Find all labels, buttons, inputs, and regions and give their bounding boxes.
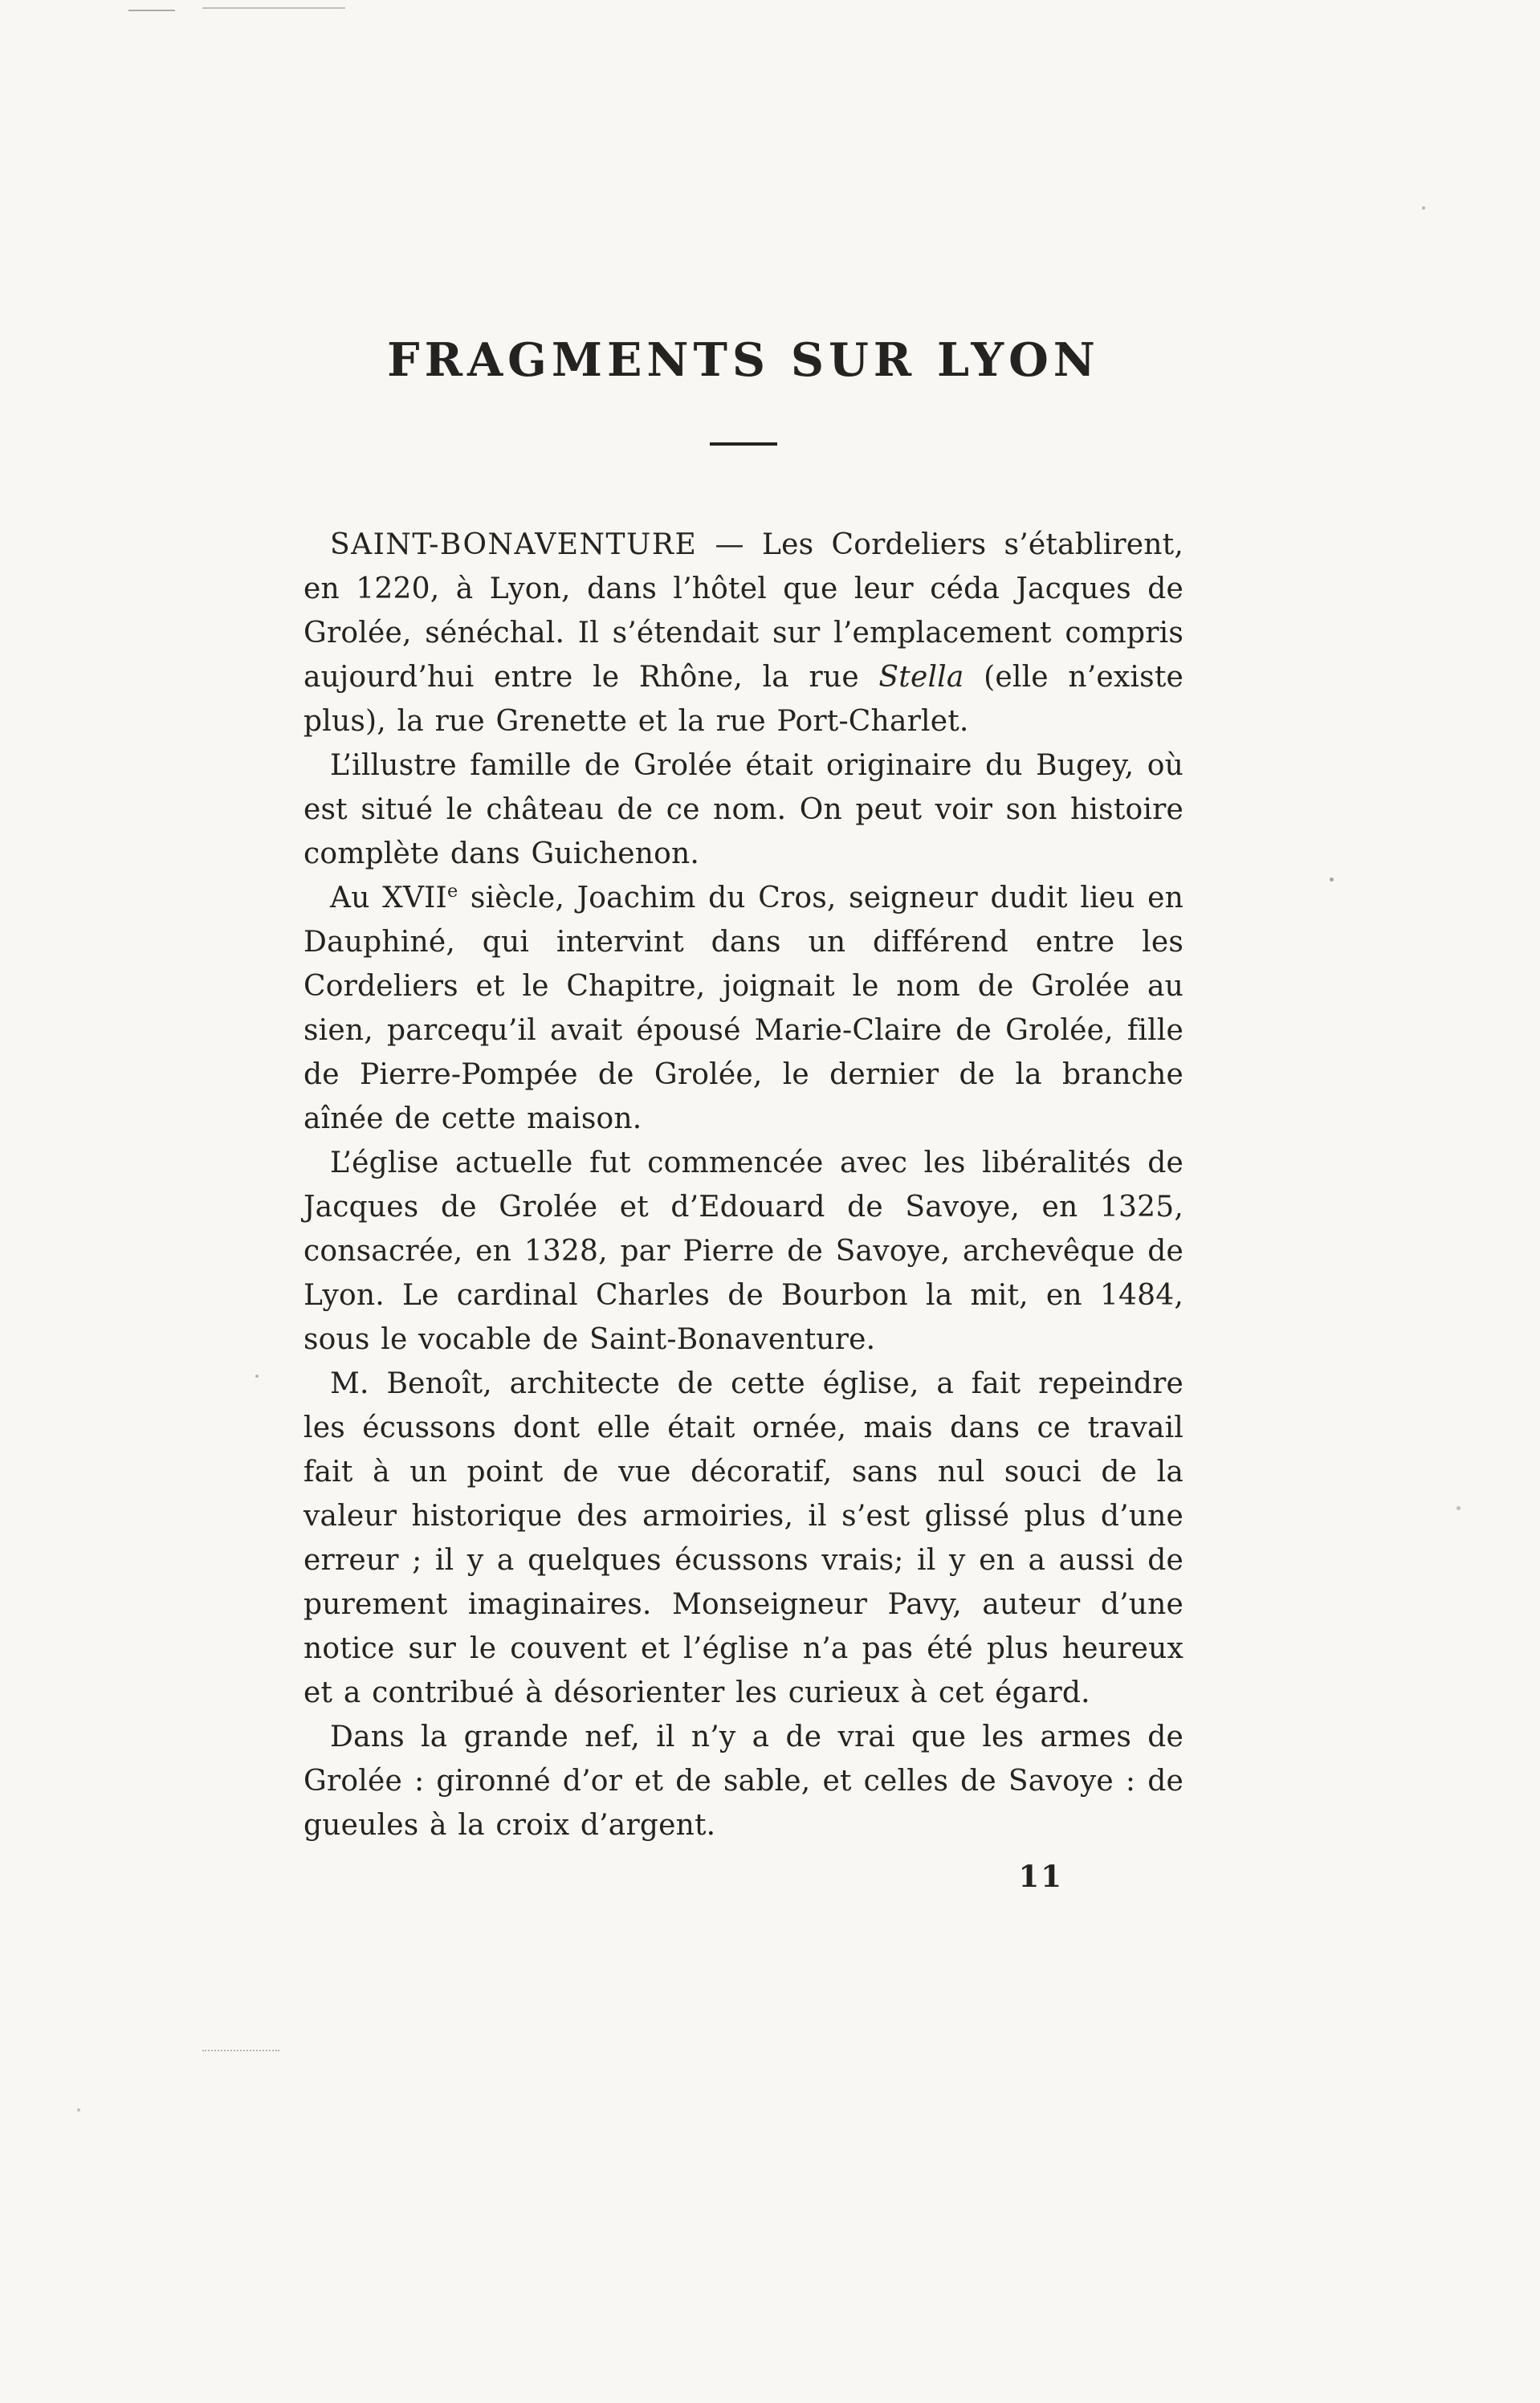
page-text (304, 523, 1184, 1847)
paragraph-famille-grolee (304, 743, 1184, 876)
paragraph-benoit-architecte (304, 1362, 1184, 1715)
text-segment: M. Benoît, architecte de cette église, a fait repeindre les écussons dont elle était ornée, mais dans ce travail fait à un point de vue décoratif, sans nul souci de la valeur historique des armoiries, il s’est glissé plus d’une erreur ; il y a quelques écussons vrais; il y en a aussi de purement imaginaires. Monseigneur Pavy, auteur d’une notice sur le couvent et l’église n’a pas été plus heureux et a contribué à désorienter les curieux à cet égard. (304, 1367, 1184, 1709)
superscript-text-segment: e (446, 881, 458, 902)
scan-artifact-dots (202, 2050, 279, 2051)
scan-speck (1422, 206, 1425, 210)
italic-text-segment: Stella (878, 661, 964, 694)
paragraph-grande-nef (304, 1715, 1184, 1847)
text-segment: Dans la grande nef, il n’y a de vrai que les armes de Grolée : gironné d’or et de sable, et celles de Savoye : de gueules à la croix d’argent. (304, 1721, 1184, 1842)
scan-artifact-dash (128, 10, 175, 11)
paragraph-eglise-actuelle (304, 1141, 1184, 1362)
text-segment: L’église actuelle fut commencée avec les libéralités de Jacques de Grolée et d’Edouard de Savoye, en 1325, consacrée, en 1328, par Pierre de Savoye, archevêque de Lyon. Le cardinal Charles de Bourbon la mit, en 1484, sous le vocable de Saint-Bonaventure. (304, 1147, 1184, 1356)
text-segment: (elle n’existe plus), la rue Grenette et la rue Port-Charlet. (304, 661, 1184, 738)
text-segment: — Les Cordeliers s’établirent, en 1220, à Lyon, dans l’hôtel que leur céda Jacques de Grolée, sénéchal. Il s’étendait sur l’emplacement compris aujourd’hui entre le Rhône, la rue (304, 528, 1184, 694)
text-segment: SAINT-BONAVENTURE (330, 528, 698, 561)
scan-speck (1330, 878, 1334, 882)
text-segment: L’illustre famille de Grolée était originaire du Bugey, où est situé le château de ce nom. On peut voir son histoire complète dans Guichenon. (304, 749, 1184, 870)
paragraph-xvii-siecle (304, 876, 1184, 1141)
page-title: FRAGMENTS SUR LYON (387, 333, 1100, 387)
scan-speck (77, 2108, 80, 2112)
paragraph-saint-bonaventure (304, 523, 1184, 743)
scan-speck (255, 1375, 259, 1378)
page-number: 11 (1018, 1859, 1063, 1894)
text-segment: Au XVII (330, 882, 447, 914)
page-content (304, 0, 1184, 1894)
scan-speck (1456, 1506, 1461, 1510)
title-divider (710, 442, 777, 446)
text-segment: siècle, Joachim du Cros, seigneur dudit lieu en Dauphiné, qui intervint dans un différend entre les Cordeliers et le Chapitre, joignait le nom de Grolée au sien, parcequ’il avait épousé Marie-Claire de Grolée, fille de Pierre-Pompée de Grolée, le dernier de la branche aînée de cette maison. (304, 882, 1184, 1135)
